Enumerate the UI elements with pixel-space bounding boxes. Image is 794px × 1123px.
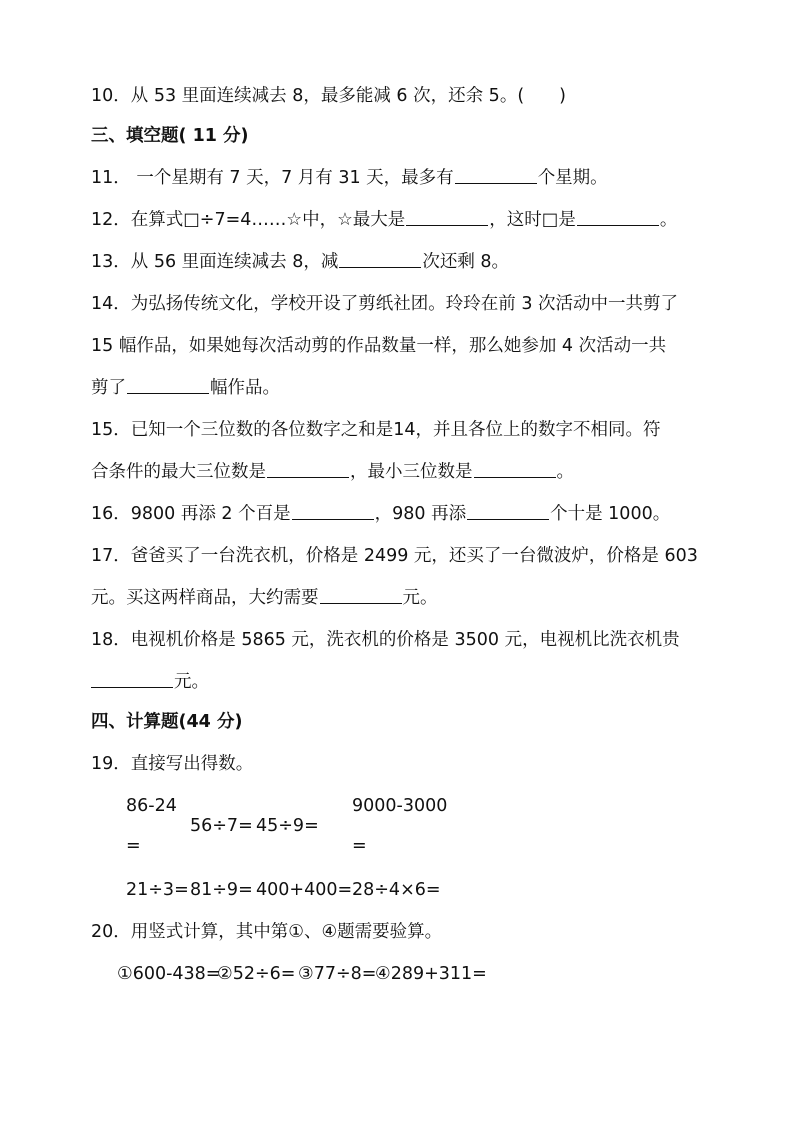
q19-item-3: 45÷9= xyxy=(256,816,319,836)
answer-blank[interactable] xyxy=(474,461,556,478)
answer-blank[interactable] xyxy=(339,251,421,268)
question-16: 16．9800 再添 2 个百是 ，980 再添 个十是 1000。 xyxy=(91,504,671,524)
answer-blank[interactable] xyxy=(455,167,537,184)
q19-item-8: 28÷4×6= xyxy=(352,880,441,900)
q20-item-1: ①600-438= xyxy=(117,964,221,984)
q19-item-1-equals: = xyxy=(126,836,141,856)
question-14-line-2: 15 幅作品，如果她每次活动剪的作品数量一样，那么她参加 4 次活动一共 xyxy=(91,336,667,356)
q19-item-2: 56÷7= xyxy=(190,816,253,836)
answer-blank[interactable] xyxy=(577,209,659,226)
q19-item-4-equals: = xyxy=(352,836,367,856)
question-17-line-2: 元。买这两样商品，大约需要 元。 xyxy=(91,588,438,608)
answer-blank[interactable] xyxy=(467,503,549,520)
answer-blank[interactable] xyxy=(127,377,209,394)
question-11: 11． 一个星期有 7 天，7 月有 31 天，最多有 个星期。 xyxy=(91,168,608,188)
question-15-line-1: 15．已知一个三位数的各位数字之和是14，并且各位上的数字不相同。符 xyxy=(91,420,661,440)
answer-blank[interactable] xyxy=(292,503,374,520)
answer-blank[interactable] xyxy=(267,461,349,478)
question-19-title: 19．直接写出得数。 xyxy=(91,754,254,774)
q19-item-1: 86-24 xyxy=(126,796,177,816)
question-17-line-1: 17．爸爸买了一台洗衣机，价格是 2499 元，还买了一台微波炉，价格是 603 xyxy=(91,546,698,566)
section-heading-calculation: 四、计算题(44 分) xyxy=(91,712,243,732)
question-13: 13．从 56 里面连续减去 8，减 次还剩 8。 xyxy=(91,252,510,272)
section-heading-fill-blank: 三、填空题( 11 分) xyxy=(91,126,249,146)
question-15-line-2: 合条件的最大三位数是 ，最小三位数是 。 xyxy=(91,462,574,482)
question-10 xyxy=(91,84,566,108)
q20-item-2: ②52÷6= xyxy=(217,964,296,984)
question-14-line-1: 14．为弘扬传统文化，学校开设了剪纸社团。玲玲在前 3 次活动中一共剪了 xyxy=(91,294,679,314)
q19-item-5: 21÷3= xyxy=(126,880,189,900)
answer-blank[interactable] xyxy=(320,587,402,604)
q20-item-3: ③77÷8= xyxy=(298,964,377,984)
question-18-line-2: 元。 xyxy=(91,670,209,694)
q20-item-4: ④289+311= xyxy=(375,964,487,984)
answer-blank[interactable] xyxy=(91,671,173,688)
answer-blank[interactable] xyxy=(406,209,488,226)
q19-item-6: 81÷9= xyxy=(190,880,253,900)
question-20-title: 20．用竖式计算，其中第①、④题需要验算。 xyxy=(91,922,443,942)
q19-item-4: 9000-3000 xyxy=(352,796,448,816)
question-12: 12．在算式□÷7=4……☆中，☆最大是 ，这时□是 。 xyxy=(91,210,678,230)
q10-text: 10．从 53 里面连续减去 8，最多能减 6 次，还余 5。( ) xyxy=(91,86,566,106)
question-18-line-1: 18．电视机价格是 5865 元，洗衣机的价格是 3500 元，电视机比洗衣机贵 xyxy=(91,630,680,650)
question-14-line-3: 剪了 幅作品。 xyxy=(91,378,280,398)
q19-item-7: 400+400= xyxy=(256,880,353,900)
